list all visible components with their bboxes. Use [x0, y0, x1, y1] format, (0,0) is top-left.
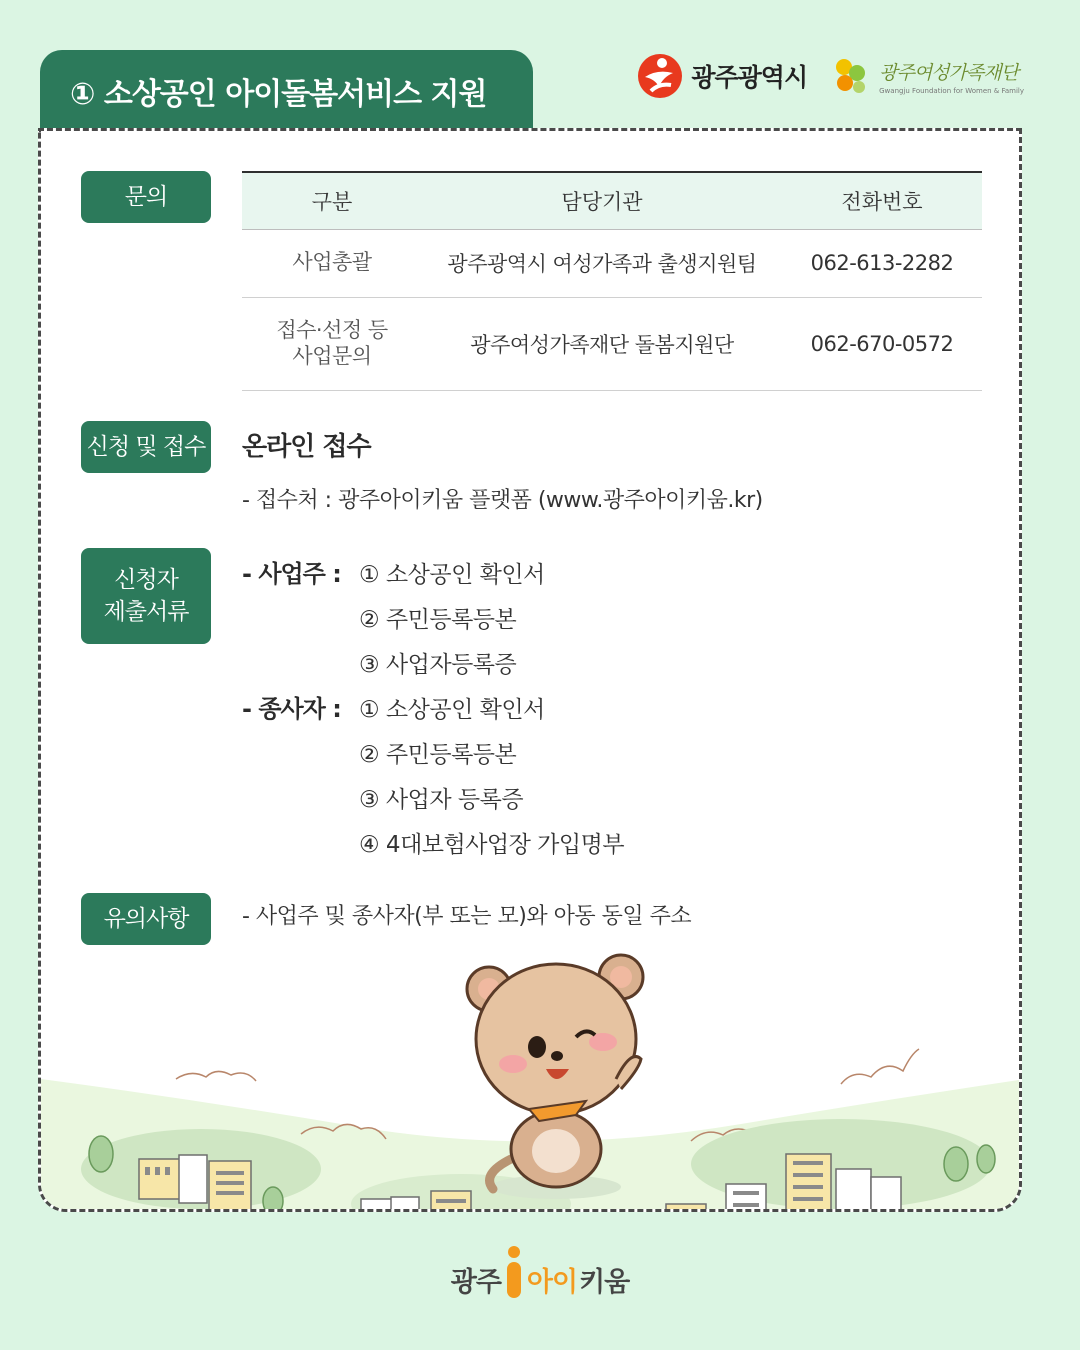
column-header: 전화번호: [782, 172, 982, 229]
gwangju-city-logo-icon: [637, 53, 683, 99]
footer-logo-text: 키움: [579, 1267, 630, 1298]
row-phone: 062-670-0572: [782, 297, 982, 390]
city-skyline-illustration: [41, 919, 1022, 1209]
documents-label-line2: 제출서류: [103, 599, 189, 625]
partner-logos: [637, 52, 1024, 100]
footer-logo-text: 광주: [450, 1267, 501, 1298]
application-title: 온라인 접수: [242, 432, 371, 462]
row-agency: 광주여성가족재단 돌봄지원단: [422, 297, 782, 390]
footer-logo-text: 아이: [526, 1267, 578, 1298]
table-row: [242, 297, 982, 390]
page-title: ① 소상공인 아이돌봄서비스 지원: [40, 50, 533, 132]
gwangju-city-logo: [637, 53, 807, 99]
notice-text: - 사업주 및 종사자(부 또는 모)와 아동 동일 주소: [242, 904, 692, 929]
owner-label: - 사업주 :: [242, 560, 341, 588]
row-phone: 062-613-2282: [782, 229, 982, 297]
row-category: 사업총괄: [242, 229, 422, 297]
table-row: [242, 229, 982, 297]
owner-doc-item: ① 소상공인 확인서: [359, 562, 545, 588]
employee-label: - 종사자 :: [242, 695, 341, 723]
foundation-logo: [831, 55, 1024, 97]
application-detail: - 접수처 : 광주아이키움 플랫폼 (www.광주아이키움.kr): [242, 488, 763, 513]
column-header: 담당기관: [422, 172, 782, 229]
foundation-logo-en: Gwangju Foundation for Women & Family: [879, 86, 1024, 95]
employee-doc-item: ④ 4대보험사업장 가입명부: [359, 832, 625, 858]
column-header: 구분: [242, 172, 422, 229]
row-category-line2: 사업문의: [292, 343, 372, 368]
documents-label: [81, 548, 211, 644]
owner-doc-item: ③ 사업자등록증: [359, 652, 517, 678]
footer-logo: [0, 1245, 1080, 1299]
owner-doc-item: ② 주민등록등본: [359, 607, 517, 633]
documents-label-line1: 신청자: [114, 566, 178, 593]
application-label: 신청 및 접수: [81, 421, 211, 473]
row-category: [242, 297, 422, 390]
employee-doc-item: ③ 사업자 등록증: [359, 787, 524, 813]
inquiry-label: 문의: [81, 171, 211, 223]
aikium-i-icon: [505, 1245, 523, 1299]
foundation-logo-icon: [831, 55, 873, 97]
contact-table: [242, 171, 982, 391]
row-agency: 광주광역시 여성가족과 출생지원팀: [422, 229, 782, 297]
city-logo-text: 광주광역시: [691, 63, 808, 92]
notice-label: 유의사항: [81, 893, 211, 945]
row-category-line1: 접수·선정 등: [276, 318, 388, 343]
content-card: [38, 128, 1022, 1212]
foundation-logo-text: 광주여성가족재단: [879, 61, 1018, 84]
employee-doc-item: ① 소상공인 확인서: [359, 697, 545, 723]
employee-doc-item: ② 주민등록등본: [359, 742, 517, 768]
